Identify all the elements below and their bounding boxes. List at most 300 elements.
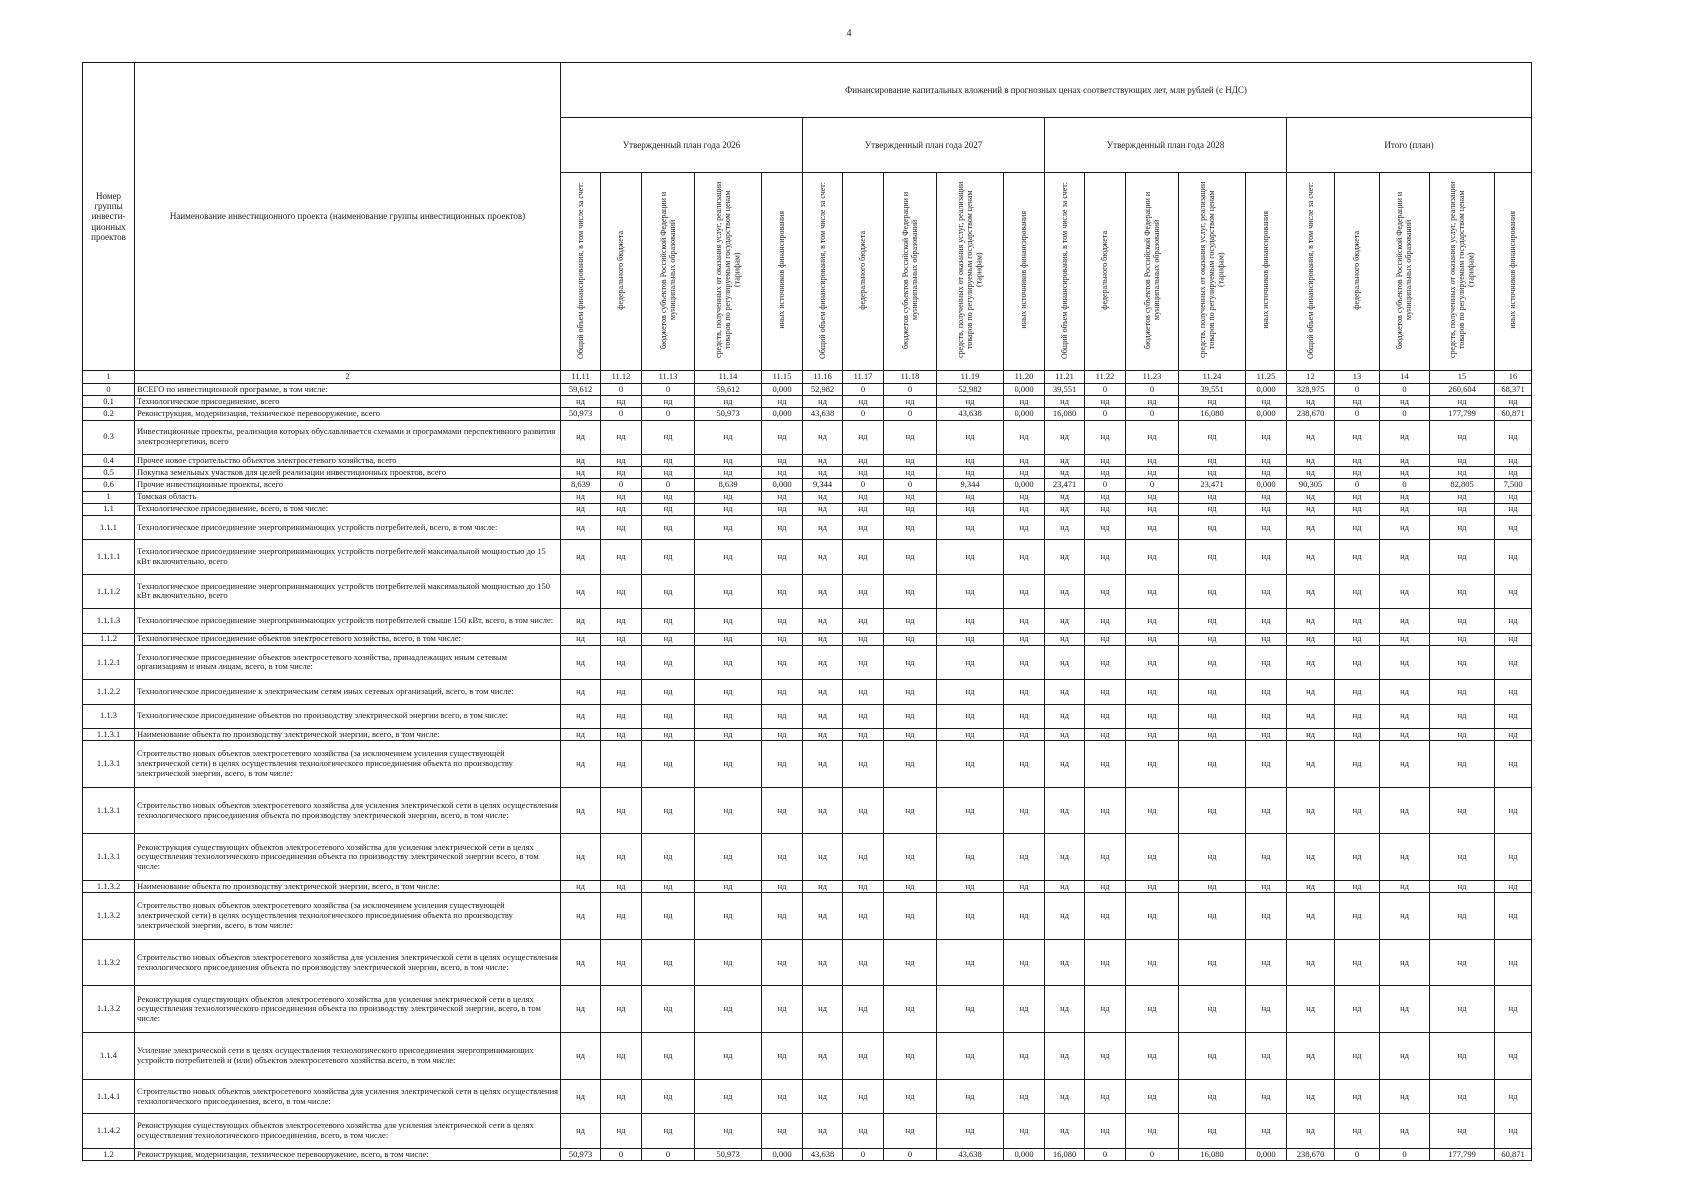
value-cell: нд — [1179, 396, 1246, 408]
value-cell: 0 — [601, 384, 642, 396]
value-cell: нд — [1085, 741, 1126, 788]
value-cell: нд — [843, 609, 884, 633]
value-cell: нд — [695, 467, 762, 479]
value-cell: нд — [1380, 704, 1430, 728]
value-cell: нд — [1004, 491, 1045, 503]
subcolumn-header — [1335, 173, 1380, 371]
value-cell: нд — [601, 986, 642, 1033]
value-cell: 82,805 — [1430, 479, 1495, 491]
row-number: 1.1.3.2 — [83, 893, 135, 940]
value-cell: 177,799 — [1430, 408, 1495, 420]
value-cell: нд — [1085, 834, 1126, 881]
value-cell: нд — [1126, 491, 1179, 503]
value-cell: нд — [1495, 455, 1532, 467]
row-name: Реконструкция существующих объектов электросетевого хозяйства для усиления электрической сети в целях осуществления технологического присоединения объекта по производству электрической энергии всего, в том числе: — [135, 834, 561, 881]
value-cell: нд — [762, 633, 803, 645]
value-cell: нд — [1004, 787, 1045, 834]
column-number: 11.14 — [695, 371, 762, 384]
value-cell: нд — [1179, 728, 1246, 740]
table-header — [83, 63, 1532, 384]
value-cell: нд — [762, 503, 803, 515]
value-cell: нд — [1045, 503, 1085, 515]
subcolumn-header — [1085, 173, 1126, 371]
value-cell: нд — [762, 881, 803, 893]
value-cell: нд — [695, 1033, 762, 1080]
value-cell: нд — [1335, 574, 1380, 608]
subcolumn-header — [1004, 173, 1045, 371]
row-name: Строительство новых объектов электросетевого хозяйства (за исключением усиления существующей электрической сети) в целях осуществления технологического присоединения объекта по производству электрической энергии, всего, в том числе: — [135, 893, 561, 940]
table-row — [83, 455, 1532, 467]
subcolumn-header — [695, 173, 762, 371]
subcolumn-label: иных источников финансирования — [1019, 211, 1029, 329]
value-cell: нд — [843, 633, 884, 645]
value-cell: нд — [1179, 680, 1246, 704]
value-cell: нд — [561, 680, 601, 704]
value-cell: нд — [1287, 455, 1335, 467]
value-cell: нд — [1246, 515, 1287, 539]
value-cell: нд — [695, 540, 762, 574]
value-cell: нд — [1430, 881, 1495, 893]
value-cell: нд — [1126, 787, 1179, 834]
row-number: 1 — [83, 491, 135, 503]
value-cell: нд — [762, 467, 803, 479]
value-cell: 43,638 — [937, 408, 1004, 420]
value-cell: нд — [762, 1033, 803, 1080]
value-cell: нд — [1045, 680, 1085, 704]
value-cell: нд — [884, 881, 937, 893]
value-cell: нд — [1287, 787, 1335, 834]
value-cell: нд — [1495, 633, 1532, 645]
value-cell: нд — [1246, 396, 1287, 408]
value-cell: нд — [1126, 1033, 1179, 1080]
value-cell: нд — [642, 645, 695, 679]
period-header: Утвержденный план года 2026 — [561, 118, 803, 173]
value-cell: нд — [762, 728, 803, 740]
value-cell: нд — [695, 986, 762, 1033]
subcolumn-label: средств, полученных от оказания услуг, реализации товаров по регулируемым государством ценам (тарифам) — [956, 181, 984, 359]
value-cell: 50,973 — [695, 1148, 762, 1160]
row-number: 1.1.3.1 — [83, 741, 135, 788]
value-cell: 0 — [1085, 479, 1126, 491]
value-cell: нд — [1126, 1114, 1179, 1148]
value-cell: нд — [803, 1114, 843, 1148]
value-cell: нд — [1430, 787, 1495, 834]
table-row — [83, 1114, 1532, 1148]
value-cell: нд — [1004, 420, 1045, 454]
group-number-header: Номер группы инвести-ционных проектов — [83, 63, 135, 371]
value-cell: нд — [1380, 834, 1430, 881]
value-cell: нд — [601, 1114, 642, 1148]
subcolumn-header — [1126, 173, 1179, 371]
value-cell: 0 — [1380, 1148, 1430, 1160]
value-cell: нд — [843, 515, 884, 539]
value-cell: нд — [1495, 396, 1532, 408]
value-cell: нд — [1246, 986, 1287, 1033]
value-cell: нд — [1287, 503, 1335, 515]
value-cell: нд — [561, 728, 601, 740]
value-cell: 0,000 — [1246, 1148, 1287, 1160]
value-cell: нд — [1179, 467, 1246, 479]
subcolumn-label: бюджетов субъектов Российской Федерации и муниципальных образований — [1395, 191, 1414, 349]
row-number: 1.1 — [83, 503, 135, 515]
value-cell: нд — [762, 574, 803, 608]
value-cell: нд — [1045, 540, 1085, 574]
value-cell: нд — [1179, 540, 1246, 574]
column-number: 16 — [1495, 371, 1532, 384]
value-cell: нд — [1335, 503, 1380, 515]
value-cell: нд — [1430, 491, 1495, 503]
value-cell: нд — [695, 609, 762, 633]
value-cell: нд — [601, 1079, 642, 1113]
value-cell: 50,973 — [695, 408, 762, 420]
value-cell: нд — [561, 1079, 601, 1113]
value-cell: 16,080 — [1045, 408, 1085, 420]
value-cell: нд — [1126, 540, 1179, 574]
value-cell: нд — [1179, 834, 1246, 881]
value-cell: 0 — [843, 408, 884, 420]
value-cell: нд — [1430, 455, 1495, 467]
value-cell: нд — [601, 704, 642, 728]
value-cell: нд — [561, 633, 601, 645]
value-cell: нд — [561, 1033, 601, 1080]
value-cell: нд — [937, 939, 1004, 986]
value-cell: нд — [1045, 704, 1085, 728]
value-cell: нд — [1287, 1033, 1335, 1080]
value-cell: нд — [1495, 467, 1532, 479]
value-cell: нд — [1430, 503, 1495, 515]
value-cell: нд — [601, 893, 642, 940]
value-cell: нд — [1287, 467, 1335, 479]
value-cell: нд — [1126, 834, 1179, 881]
value-cell: нд — [561, 787, 601, 834]
table-row — [83, 728, 1532, 740]
value-cell: нд — [1246, 609, 1287, 633]
value-cell: нд — [1179, 1033, 1246, 1080]
value-cell: нд — [601, 396, 642, 408]
value-cell: нд — [1179, 787, 1246, 834]
value-cell: нд — [1004, 881, 1045, 893]
value-cell: нд — [1287, 728, 1335, 740]
value-cell: нд — [884, 704, 937, 728]
column-number: 12 — [1287, 371, 1335, 384]
value-cell: нд — [1495, 491, 1532, 503]
value-cell: нд — [695, 893, 762, 940]
table-row — [83, 893, 1532, 940]
value-cell: нд — [561, 420, 601, 454]
row-number: 1.2 — [83, 1148, 135, 1160]
value-cell: нд — [937, 986, 1004, 1033]
row-name: Технологическое присоединение объектов электросетевого хозяйства, принадлежащих иным сетевым организациям и иным лицам, всего, в том числе: — [135, 645, 561, 679]
value-cell: нд — [803, 455, 843, 467]
period-header: Итого (план) — [1287, 118, 1532, 173]
column-number: 13 — [1335, 371, 1380, 384]
value-cell: нд — [937, 1079, 1004, 1113]
value-cell: нд — [762, 609, 803, 633]
column-number: 11.19 — [937, 371, 1004, 384]
value-cell: 260,604 — [1430, 384, 1495, 396]
value-cell: нд — [884, 491, 937, 503]
value-cell: 238,670 — [1287, 1148, 1335, 1160]
value-cell: нд — [803, 503, 843, 515]
value-cell: нд — [1335, 1033, 1380, 1080]
row-name: Строительство новых объектов электросетевого хозяйства для усиления электрической сети в целях осуществления технологического присоединения объекта по производству электрической энергии, всего, в том числе: — [135, 787, 561, 834]
row-name: Строительство новых объектов электросетевого хозяйства (за исключением усиления существующей электрической сети) в целях осуществления технологического присоединения объекта по производству электрической энергии, всего, в том числе: — [135, 741, 561, 788]
value-cell: нд — [884, 787, 937, 834]
value-cell: нд — [762, 986, 803, 1033]
value-cell: нд — [1430, 680, 1495, 704]
value-cell: нд — [1495, 834, 1532, 881]
table-row — [83, 503, 1532, 515]
value-cell: нд — [1004, 540, 1045, 574]
value-cell: нд — [1335, 420, 1380, 454]
value-cell: нд — [1335, 645, 1380, 679]
value-cell: нд — [1045, 986, 1085, 1033]
value-cell: нд — [1246, 633, 1287, 645]
row-name: Технологическое присоединение объектов по производству электрической энергии всего, в том числе: — [135, 704, 561, 728]
value-cell: нд — [843, 467, 884, 479]
value-cell: нд — [1287, 834, 1335, 881]
value-cell: нд — [1085, 680, 1126, 704]
value-cell: нд — [937, 645, 1004, 679]
value-cell: нд — [803, 574, 843, 608]
column-number: 11.21 — [1045, 371, 1085, 384]
value-cell: нд — [1045, 728, 1085, 740]
value-cell: нд — [1246, 574, 1287, 608]
row-name: Технологическое присоединение объектов электросетевого хозяйства, всего, в том числе: — [135, 633, 561, 645]
value-cell: 238,670 — [1287, 408, 1335, 420]
row-number: 0.6 — [83, 479, 135, 491]
row-number: 0.4 — [83, 455, 135, 467]
value-cell: нд — [762, 834, 803, 881]
value-cell: нд — [843, 893, 884, 940]
row-number: 1.1.4 — [83, 1033, 135, 1080]
value-cell: нд — [1246, 787, 1287, 834]
value-cell: нд — [884, 645, 937, 679]
value-cell: нд — [695, 728, 762, 740]
value-cell: 8,639 — [695, 479, 762, 491]
column-number: 11.22 — [1085, 371, 1126, 384]
value-cell: нд — [1085, 540, 1126, 574]
value-cell: нд — [762, 1114, 803, 1148]
value-cell: нд — [937, 515, 1004, 539]
value-cell: нд — [1335, 467, 1380, 479]
value-cell: нд — [803, 515, 843, 539]
value-cell: нд — [1179, 986, 1246, 1033]
value-cell: 0 — [601, 1148, 642, 1160]
value-cell: нд — [561, 574, 601, 608]
subcolumn-header — [843, 173, 884, 371]
investment-table — [82, 62, 1532, 1161]
value-cell: 0 — [1335, 479, 1380, 491]
table-row — [83, 384, 1532, 396]
table-row — [83, 986, 1532, 1033]
value-cell: нд — [601, 540, 642, 574]
value-cell: нд — [1126, 881, 1179, 893]
table-row — [83, 680, 1532, 704]
value-cell: 177,799 — [1430, 1148, 1495, 1160]
value-cell: нд — [1495, 609, 1532, 633]
value-cell: нд — [1085, 1033, 1126, 1080]
value-cell: нд — [1380, 574, 1430, 608]
value-cell: нд — [1380, 893, 1430, 940]
value-cell: нд — [1004, 986, 1045, 1033]
value-cell: нд — [937, 680, 1004, 704]
value-cell: нд — [803, 633, 843, 645]
column-number: 15 — [1430, 371, 1495, 384]
value-cell: нд — [1287, 1079, 1335, 1113]
value-cell: нд — [642, 728, 695, 740]
table-row — [83, 420, 1532, 454]
value-cell: нд — [1246, 1079, 1287, 1113]
row-number: 1.1.3 — [83, 704, 135, 728]
value-cell: нд — [843, 396, 884, 408]
value-cell: нд — [1335, 986, 1380, 1033]
row-number: 1.1.2 — [83, 633, 135, 645]
value-cell: нд — [1335, 1114, 1380, 1148]
value-cell: нд — [642, 467, 695, 479]
value-cell: нд — [1287, 986, 1335, 1033]
value-cell: нд — [1430, 467, 1495, 479]
table-row — [83, 1079, 1532, 1113]
value-cell: нд — [695, 396, 762, 408]
subcolumn-header — [1287, 173, 1335, 371]
value-cell: нд — [843, 728, 884, 740]
value-cell: нд — [937, 893, 1004, 940]
value-cell: нд — [695, 881, 762, 893]
value-cell: нд — [601, 455, 642, 467]
value-cell: нд — [1495, 986, 1532, 1033]
row-number: 1.1.1.3 — [83, 609, 135, 633]
value-cell: 0 — [1335, 408, 1380, 420]
row-name: Инвестиционные проекты, реализация которых обуславливается схемами и программами перспективного развития электроэнергетики, всего — [135, 420, 561, 454]
value-cell: нд — [1246, 491, 1287, 503]
value-cell: нд — [1246, 467, 1287, 479]
row-number: 0.2 — [83, 408, 135, 420]
value-cell: нд — [1495, 515, 1532, 539]
value-cell: нд — [1335, 1079, 1380, 1113]
value-cell: нд — [642, 1114, 695, 1148]
value-cell: нд — [1335, 704, 1380, 728]
column-number: 11.23 — [1126, 371, 1179, 384]
value-cell: нд — [843, 939, 884, 986]
value-cell: нд — [1004, 728, 1045, 740]
value-cell: нд — [1085, 455, 1126, 467]
value-cell: 90,305 — [1287, 479, 1335, 491]
value-cell: нд — [1179, 1079, 1246, 1113]
value-cell: нд — [1495, 1079, 1532, 1113]
value-cell: 0,000 — [1004, 384, 1045, 396]
value-cell: нд — [695, 939, 762, 986]
subcolumn-label: федерального бюджета — [858, 230, 868, 310]
value-cell: нд — [1380, 1079, 1430, 1113]
value-cell: нд — [1246, 645, 1287, 679]
value-cell: нд — [1430, 728, 1495, 740]
value-cell: нд — [1085, 1114, 1126, 1148]
table-row — [83, 1033, 1532, 1080]
value-cell: нд — [843, 986, 884, 1033]
value-cell: нд — [1495, 1114, 1532, 1148]
value-cell: нд — [1004, 1079, 1045, 1113]
value-cell: нд — [1246, 503, 1287, 515]
value-cell: нд — [642, 455, 695, 467]
row-number: 1.1.4.2 — [83, 1114, 135, 1148]
value-cell: нд — [1380, 633, 1430, 645]
value-cell: нд — [1335, 455, 1380, 467]
value-cell: нд — [1380, 1033, 1430, 1080]
value-cell: нд — [561, 1114, 601, 1148]
value-cell: нд — [1045, 633, 1085, 645]
value-cell: нд — [803, 881, 843, 893]
row-number: 1.1.3.2 — [83, 986, 135, 1033]
page-number: 4 — [846, 28, 852, 39]
value-cell: нд — [1126, 420, 1179, 454]
column-number: 11.18 — [884, 371, 937, 384]
subcolumn-header — [1246, 173, 1287, 371]
value-cell: нд — [1126, 704, 1179, 728]
value-cell: нд — [601, 939, 642, 986]
subcolumn-label: федерального бюджета — [1100, 230, 1110, 310]
value-cell: нд — [884, 455, 937, 467]
row-name: Строительство новых объектов электросетевого хозяйства для усиления электрической сети в целях осуществления технологического присоединения объекта по производству электрической энергии, всего, в том числе: — [135, 939, 561, 986]
value-cell: 0 — [601, 479, 642, 491]
table-row — [83, 787, 1532, 834]
value-cell: 0 — [642, 384, 695, 396]
value-cell: нд — [884, 1114, 937, 1148]
value-cell: нд — [884, 396, 937, 408]
value-cell: нд — [1246, 1114, 1287, 1148]
value-cell: нд — [642, 540, 695, 574]
value-cell: нд — [884, 893, 937, 940]
value-cell: нд — [1335, 881, 1380, 893]
subcolumn-label: бюджетов субъектов Российской Федерации и муниципальных образований — [658, 191, 677, 349]
value-cell: нд — [1380, 881, 1430, 893]
value-cell: нд — [642, 491, 695, 503]
value-cell: нд — [1380, 455, 1430, 467]
value-cell: нд — [1246, 540, 1287, 574]
subcolumn-label: иных источников финансирования — [1508, 211, 1518, 329]
value-cell: нд — [1004, 704, 1045, 728]
value-cell: нд — [1495, 787, 1532, 834]
value-cell: нд — [1045, 787, 1085, 834]
value-cell: нд — [695, 834, 762, 881]
value-cell: нд — [561, 515, 601, 539]
value-cell: нд — [1380, 645, 1430, 679]
value-cell: 0 — [642, 479, 695, 491]
value-cell: нд — [561, 503, 601, 515]
value-cell: нд — [937, 728, 1004, 740]
value-cell: нд — [1126, 574, 1179, 608]
value-cell: нд — [695, 704, 762, 728]
value-cell: нд — [1126, 680, 1179, 704]
table-row — [83, 491, 1532, 503]
value-cell: нд — [1495, 881, 1532, 893]
value-cell: нд — [601, 633, 642, 645]
value-cell: нд — [561, 467, 601, 479]
value-cell: нд — [1380, 515, 1430, 539]
value-cell: нд — [642, 633, 695, 645]
table-row — [83, 408, 1532, 420]
value-cell: нд — [1246, 881, 1287, 893]
value-cell: нд — [642, 741, 695, 788]
value-cell: нд — [561, 396, 601, 408]
value-cell: нд — [843, 645, 884, 679]
column-number: 11.17 — [843, 371, 884, 384]
value-cell: нд — [1085, 728, 1126, 740]
value-cell: нд — [1004, 1033, 1045, 1080]
value-cell: 0 — [884, 408, 937, 420]
value-cell: нд — [803, 834, 843, 881]
subcolumn-header — [1430, 173, 1495, 371]
